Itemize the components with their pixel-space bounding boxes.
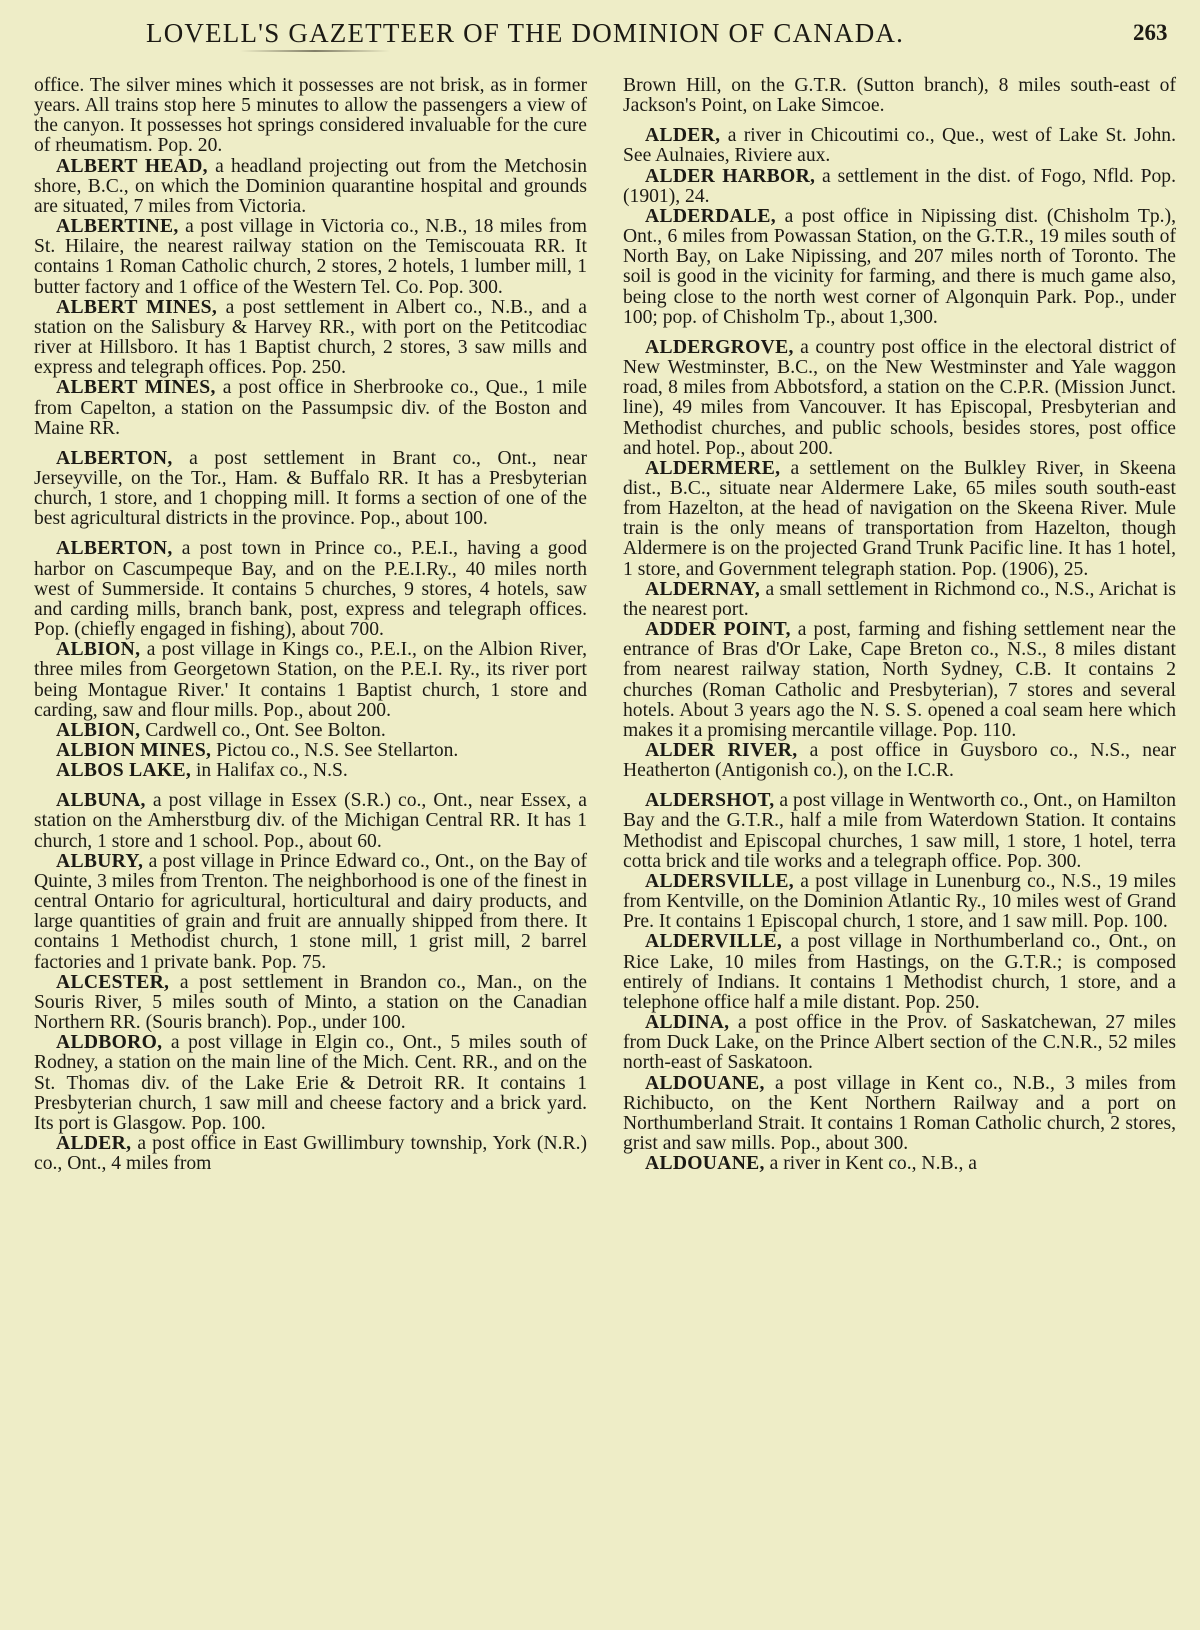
entry-headword: ALDERSVILLE,: [645, 870, 794, 892]
entry-text: a post office in Sherbrooke co., Que., 1 mile from Capelton, a station on the Passumpsic div. of the Boston and Maine RR.: [34, 377, 587, 439]
entry-headword: ALDER HARBOR,: [645, 165, 816, 187]
entry-text: a post settlement in Albert co., N.B., and a station on the Salisbury & Harvey RR., with port on the Petitcodiac river at Hillsboro. It has 1 Baptist church, 2 stores, 3 saw mills and express and telegraph offices. Pop. 250.: [34, 296, 587, 379]
entry-headword: ALBION,: [56, 719, 141, 741]
entry-text: a post town in Prince co., P.E.I., having a good harbor on Cascumpeque Bay, and on the P.E.I.Ry., 40 miles north west of Summerside. It contains 5 churches, 9 stores, 4 hotels, saw and carding mills, branch bank, post, express and telegraph offices. Pop. (chiefly engaged in fishing), about 700.: [34, 538, 587, 641]
entry-text: a country post office in the electoral district of New Westminster, B.C., on the New Westminster and Yale waggon road, 8 miles from Abbotsford, a station on the C.P.R. (Mission Junct. line), 49 miles from Vancouver. It has Episcopal, Presbyterian and Methodist churches, and public schools, besides stores, post office and hotel. Pop., about 200.: [623, 336, 1176, 459]
entry-headword: ALDERGROVE,: [645, 336, 794, 358]
entry-text: a settlement on the Bulkley River, in Skeena dist., B.C., situate near Aldermere Lake, 65 miles south south-east from Hazelton, at the head of navigation on the Skeena River. Mule train is the only means of transportation from Hazelton, though Aldermere is on the projected Grand Trunk Pacific line. It has 1 hotel, 1 store, and Government telegraph station. Pop. (1906), 25.: [623, 457, 1176, 580]
gazetteer-entry: [34, 741, 587, 761]
entry-text: a river in Chicoutimi co., Que., west of Lake St. John. See Aulnaies, Riviere aux.: [623, 125, 1176, 167]
entry-text: a headland projecting out from the Metchosin shore, B.C., on which the Dominion quarantine hospital and grounds are situated, 7 miles from Victoria.: [34, 155, 587, 217]
entry-text: a post village in Kings co., P.E.I., on the Albion River, three miles from Georgetown Station, on the P.E.I. Ry., its river port being Montague River.' It contains 1 Baptist church, 1 store and carding, saw and flour mills. Pop., about 200.: [34, 639, 587, 721]
gazetteer-entry: [34, 1134, 587, 1174]
gazetteer-entry: [623, 872, 1176, 932]
entry-text: office. The silver mines which it possesses are not brisk, as in former years. All trains stop here 5 minutes to allow the passengers a view of the canyon. It possesses hot springs considered invaluable for the cure of rheumatism. Pop. 20.: [34, 75, 587, 157]
entry-headword: ALDER RIVER,: [645, 740, 798, 761]
entry-text: a river in Kent co., N.B., a: [764, 1153, 977, 1175]
entry-headword: ADDER POINT,: [645, 619, 791, 641]
entry-text: a post village in Victoria co., N.B., 18 miles from St. Hilaire, the nearest railway station on the Temiscouata RR. It contains 1 Roman Catholic church, 2 stores, 2 hotels, 1 lumber mill, 1 butter factory and 1 office of the Western Tel. Co. Pop. 300.: [34, 216, 587, 298]
gazetteer-entry: [623, 580, 1176, 620]
entry-text: a post office in the Prov. of Saskatchewan, 27 miles from Duck Lake, on the Prince Albert section of the C.N.R., 52 miles north-east of Saskatoon.: [623, 1012, 1176, 1074]
running-header: [0, 12, 1200, 52]
entry-text: in Halifax co., N.S.: [191, 760, 348, 782]
entry-text: a post village in Kent co., N.B., 3 miles from Richibucto, on the Kent Northern Railway and a port on Northumberland Strait. It contains 1 Roman Catholic church, 2 stores, grist and saw mills. Pop., about 300.: [623, 1072, 1176, 1154]
entry-text: a post village in Essex (S.R.) co., Ont., near Essex, a station on the Amherstburg div. of the Michigan Central RR. It has 1 church, 1 store and 1 school. Pop., about 60.: [34, 790, 587, 852]
entry-headword: ALBERTON,: [56, 538, 173, 560]
entry-text: Pictou co., N.S. See Stellarton.: [211, 740, 459, 761]
entry-text: a post office in Nipissing dist. (Chisholm Tp.), Ont., 6 miles from Powassan Station, on the G.T.R., 19 miles south of North Bay, on Lake Nipissing, and 207 miles north of Toronto. The soil is good in the vicinity for farming, and there is much game also, being close to the north west corner of Algonquin Park. Pop., under 100; pop. of Chisholm Tp., about 1,300.: [623, 205, 1176, 328]
gazetteer-entry: [623, 459, 1176, 580]
gazetteer-entry: [34, 378, 587, 438]
entry-continuation: [34, 76, 587, 157]
entry-text: Brown Hill, on the G.T.R. (Sutton branch), 8 miles south-east of Jackson's Point, on Lake Simcoe.: [623, 75, 1176, 117]
entry-headword: ALDBORO,: [56, 1032, 163, 1054]
entry-text: a post village in Wentworth co., Ont., on Hamilton Bay and the G.T.R., half a mile from Waterdown Station. It contains Methodist and Episcopal churches, 1 saw mill, 1 store, 1 hotel, terra cotta brick and tile works and a telegraph office. Pop. 300.: [623, 790, 1176, 872]
gazetteer-entry: [34, 298, 587, 379]
gazetteer-entry: [623, 1013, 1176, 1073]
gazetteer-entry: [623, 1074, 1176, 1155]
entry-headword: ALBERTON,: [56, 447, 173, 469]
entry-text: a post, farming and fishing settlement near the entrance of Bras d'Or Lake, Cape Breton co., N.S., 8 miles distant from nearest railway station, North Sydney, C.B. It contains 2 churches (Roman Catholic and Presbyterian), 7 stores and several hotels. About 3 years ago the N. S. S. opened a coal seam here which makes it a promising mercantile village. Pop. 110.: [623, 619, 1176, 741]
gazetteer-entry: [34, 1033, 587, 1134]
gazetteer-entry: [34, 539, 587, 640]
entry-text: a post village in Lunenburg co., N.S., 19 miles from Kentville, on the Dominion Atlantic Ry., 10 miles west of Grand Pre. It contains 1 Episcopal church, 1 store, and 1 saw mill. Pop. 100.: [623, 870, 1176, 933]
gazetteer-entry: [34, 973, 587, 1033]
right-column: [623, 76, 1176, 1174]
entry-headword: ALDER,: [56, 1132, 132, 1154]
entry-text: a small settlement in Richmond co., N.S., Arichat is the nearest port.: [623, 578, 1176, 620]
entry-headword: ALDOUANE,: [645, 1153, 765, 1175]
entry-text: a post village in Elgin co., Ont., 5 miles south of Rodney, a station on the main line of the Mich. Cent. RR., and on the St. Thomas div. of the Lake Erie & Detroit RR. It contains 1 Presbyterian church, 1 saw mill and cheese factory and a brick yard. Its port is Glasgow. Pop. 100.: [34, 1032, 587, 1134]
entry-text: Cardwell co., Ont. See Bolton.: [140, 719, 386, 741]
entry-text: a post village in Prince Edward co., Ont., on the Bay of Quinte, 3 miles from Trenton. The neighborhood is one of the finest in central Ontario for agricultural, horticultural and dairy products, and large quantities of grain and fruit are annually shipped from there. It contains 1 Methodist church, 1 stone mill, 1 grist mill, 2 barrel factories and 1 private bank. Pop. 75.: [34, 850, 587, 973]
entry-headword: ALBION,: [56, 639, 141, 661]
gazetteer-entry: [34, 640, 587, 721]
entry-headword: ALDER,: [645, 125, 721, 147]
entry-headword: ALCESTER,: [56, 971, 170, 993]
entry-headword: ALBERTINE,: [56, 216, 179, 238]
gazetteer-entry: [34, 217, 587, 298]
gazetteer-entry: [623, 167, 1176, 207]
entry-headword: ALDOUANE,: [645, 1072, 765, 1094]
gazetteer-entry: [34, 852, 587, 973]
entry-text: a settlement in the dist. of Fogo, Nfld. Pop. (1901), 24.: [623, 165, 1176, 207]
entry-headword: ALBERT MINES,: [56, 377, 216, 399]
gazetteer-entry: [34, 791, 587, 851]
entry-headword: ALDERVILLE,: [645, 931, 783, 953]
entry-headword: ALDERDALE,: [645, 205, 776, 227]
gazetteer-entry: [623, 338, 1176, 459]
entry-headword: ALBUNA,: [56, 790, 146, 812]
entry-headword: ALBURY,: [56, 850, 144, 872]
entry-headword: ALBION MINES,: [56, 740, 212, 761]
left-column: [34, 76, 587, 1174]
gazetteer-entry: [34, 721, 587, 741]
page-number: 263: [1133, 20, 1168, 45]
gazetteer-entry: [623, 620, 1176, 741]
entry-text: a post office in Guysboro co., N.S., near Heatherton (Antigonish co.), on the I.C.R.: [623, 740, 1176, 782]
entry-headword: ALDERMERE,: [645, 457, 781, 479]
entry-text: a post settlement in Brant co., Ont., near Jerseyville, on the Tor., Ham. & Buffalo RR. It has a Presbyterian church, 1 store, and 1 chopping mill. It forms a section of one of the best agricultural districts in the province. Pop., about 100.: [34, 447, 587, 530]
gazetteer-entry: [623, 741, 1176, 781]
entry-headword: ALBERT HEAD,: [56, 155, 208, 177]
gazetteer-entry: [34, 449, 587, 530]
gazetteer-entry: [623, 207, 1176, 328]
gazetteer-entry: [623, 126, 1176, 166]
gazetteer-entry: [623, 932, 1176, 1013]
entry-headword: ALDERSHOT,: [645, 790, 775, 812]
page-title: LOVELL'S GAZETTEER OF THE DOMINION OF CANADA.: [146, 18, 905, 48]
gazetteer-entry: [34, 761, 587, 781]
entry-text: a post settlement in Brandon co., Man., on the Souris River, 5 miles south of Minto, a station on the Canadian Northern RR. (Souris branch). Pop., under 100.: [34, 971, 587, 1034]
gazetteer-entry: [623, 791, 1176, 872]
entry-headword: ALDINA,: [645, 1012, 730, 1034]
entry-text: a post village in Northumberland co., Ont., on Rice Lake, 10 miles from Hastings, on the G.T.R.; is composed entirely of Indians. It contains 1 Methodist church, 1 store, and a telephone office half a mile distant. Pop. 250.: [623, 931, 1176, 1013]
entry-headword: ALBOS LAKE,: [56, 760, 192, 782]
entry-text: a post office in East Gwillimbury township, York (N.R.) co., Ont., 4 miles from: [34, 1132, 587, 1175]
entry-continuation: [623, 76, 1176, 116]
gazetteer-entry: [623, 1154, 1176, 1174]
entry-headword: ALBERT MINES,: [56, 296, 218, 318]
entry-headword: ALDERNAY,: [645, 578, 761, 600]
header-rule: [240, 50, 390, 52]
gazetteer-entry: [34, 157, 587, 217]
